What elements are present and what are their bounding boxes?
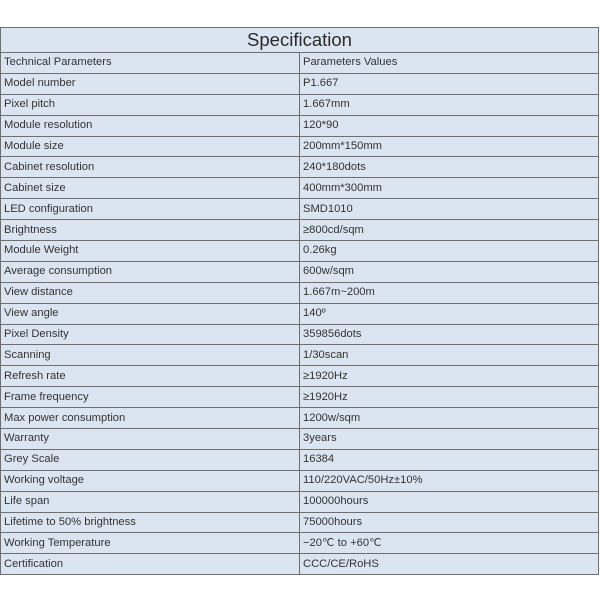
- parameter-name-cell: Cabinet resolution: [1, 157, 300, 178]
- parameter-name-cell: Module size: [1, 136, 300, 157]
- parameter-value-cell: 1/30scan: [300, 345, 599, 366]
- table-row: [1, 282, 599, 303]
- table-row: [1, 303, 599, 324]
- parameter-name-cell: Lifetime to 50% brightness: [1, 512, 300, 533]
- parameter-value-cell: 1.667mm: [300, 94, 599, 115]
- parameter-value-cell: 359856dots: [300, 324, 599, 345]
- parameter-value-cell: −20℃ to +60℃: [300, 533, 599, 554]
- parameter-name-cell: Brightness: [1, 220, 300, 241]
- parameter-value-cell: 0.26kg: [300, 241, 599, 262]
- table-row: [1, 533, 599, 554]
- table-row: [1, 136, 599, 157]
- parameter-name-cell: Average consumption: [1, 261, 300, 282]
- table-row: [1, 387, 599, 408]
- parameter-name-cell: View angle: [1, 303, 300, 324]
- table-row: [1, 73, 599, 94]
- parameter-value-cell: 400mm*300mm: [300, 178, 599, 199]
- parameter-value-cell: 110/220VAC/50Hz±10%: [300, 470, 599, 491]
- table-row: [1, 324, 599, 345]
- parameter-value-cell: ≥800cd/sqm: [300, 220, 599, 241]
- parameter-name-cell: LED configuration: [1, 199, 300, 220]
- parameter-value-cell: 1.667m~200m: [300, 282, 599, 303]
- table-row: [1, 408, 599, 429]
- parameter-value-cell: 75000hours: [300, 512, 599, 533]
- table-row: [1, 429, 599, 450]
- parameter-name-cell: Working voltage: [1, 470, 300, 491]
- column-header-values: Parameters Values: [300, 53, 599, 74]
- parameter-value-cell: 200mm*150mm: [300, 136, 599, 157]
- parameter-value-cell: SMD1010: [300, 199, 599, 220]
- table-row: [1, 554, 599, 575]
- table-row: [1, 345, 599, 366]
- parameter-value-cell: 100000hours: [300, 491, 599, 512]
- table-row: [1, 199, 599, 220]
- table-row: [1, 178, 599, 199]
- parameter-name-cell: Grey Scale: [1, 449, 300, 470]
- table-header-row: [1, 53, 599, 74]
- parameter-value-cell: 140º: [300, 303, 599, 324]
- table-title: Specification: [1, 28, 599, 53]
- parameter-name-cell: Working Temperature: [1, 533, 300, 554]
- table-row: [1, 491, 599, 512]
- parameter-name-cell: Max power consumption: [1, 408, 300, 429]
- parameter-name-cell: Refresh rate: [1, 366, 300, 387]
- parameter-value-cell: ≥1920Hz: [300, 366, 599, 387]
- table-row: [1, 261, 599, 282]
- table-row: [1, 366, 599, 387]
- table-row: [1, 157, 599, 178]
- parameter-name-cell: Frame frequency: [1, 387, 300, 408]
- table-row: [1, 241, 599, 262]
- parameter-value-cell: 1200w/sqm: [300, 408, 599, 429]
- parameter-name-cell: Scanning: [1, 345, 300, 366]
- parameter-value-cell: 120*90: [300, 115, 599, 136]
- parameter-value-cell: CCC/CE/RoHS: [300, 554, 599, 575]
- parameter-name-cell: Model number: [1, 73, 300, 94]
- parameter-value-cell: 600w/sqm: [300, 261, 599, 282]
- table-title-row: [1, 28, 599, 53]
- table-row: [1, 115, 599, 136]
- parameter-name-cell: View distance: [1, 282, 300, 303]
- parameter-name-cell: Certification: [1, 554, 300, 575]
- table-row: [1, 449, 599, 470]
- table-row: [1, 512, 599, 533]
- parameter-value-cell: 16384: [300, 449, 599, 470]
- column-header-parameters: Technical Parameters: [1, 53, 300, 74]
- parameter-value-cell: 3years: [300, 429, 599, 450]
- table-row: [1, 470, 599, 491]
- parameter-name-cell: Life span: [1, 491, 300, 512]
- parameter-name-cell: Module Weight: [1, 241, 300, 262]
- parameter-name-cell: Pixel pitch: [1, 94, 300, 115]
- table-row: [1, 220, 599, 241]
- parameter-name-cell: Module resolution: [1, 115, 300, 136]
- parameter-name-cell: Warranty: [1, 429, 300, 450]
- parameter-name-cell: Pixel Density: [1, 324, 300, 345]
- parameter-name-cell: Cabinet size: [1, 178, 300, 199]
- table-row: [1, 94, 599, 115]
- parameter-value-cell: ≥1920Hz: [300, 387, 599, 408]
- specification-table: [0, 27, 599, 575]
- parameter-value-cell: 240*180dots: [300, 157, 599, 178]
- parameter-value-cell: P1.667: [300, 73, 599, 94]
